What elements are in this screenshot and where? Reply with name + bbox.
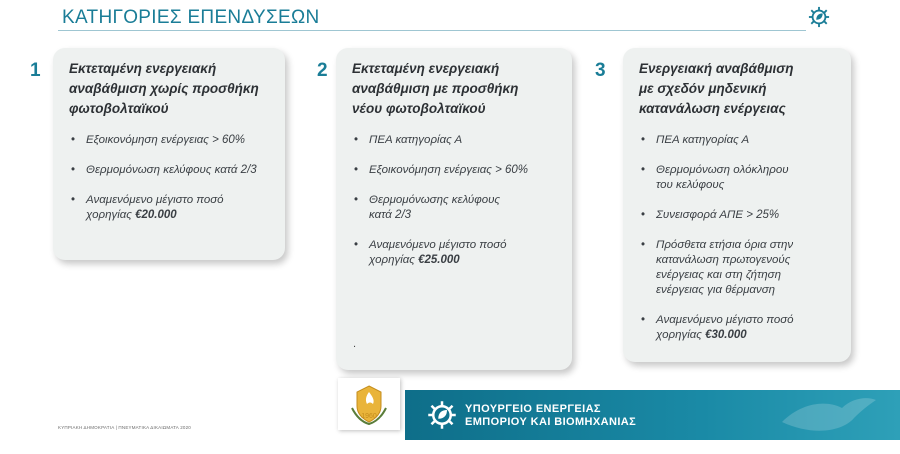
category-card-2 <box>336 48 572 370</box>
list-item: • ΠΕΑ κατηγορίας Α <box>352 133 558 148</box>
category-title: Εκτεταμένη ενεργειακή αναβάθμιση με προσθήκη νέου φωτοβολταϊκού <box>352 61 519 116</box>
cyprus-coat-of-arms <box>338 378 400 430</box>
grant-amount: €30.000 <box>705 329 747 341</box>
ministry-name: ΥΠΟΥΡΓΕΙΟ ΕΝΕΡΓΕΙΑΣ ΕΜΠΟΡΙΟΥ ΚΑΙ ΒΙΟΜΗΧΑΝΙΑΣ <box>465 403 637 428</box>
footer-copyright: ΚΥΠΡΙΑΚΗ ΔΗΜΟΚΡΑΤΙΑ | ΠΝΕΥΜΑΤΙΚΑ ΔΙΚΑΙΩΜΑΤΑ 2020 <box>58 425 192 430</box>
list-item: • Θερμομόνωση ολόκληρου του κελύφους <box>639 163 837 193</box>
list-item: • Εξοικονόμηση ενέργειας > 60% <box>69 133 271 148</box>
list-item: • Αναμενόμενο μέγιστο ποσό χορηγίας €20.000 <box>69 193 271 223</box>
list-item: • Αναμενόμενο μέγιστο ποσό χορηγίας €30.000 <box>639 313 837 343</box>
list-item: • Θερμομόνωση κελύφους κατά 2/3 <box>69 163 271 178</box>
gear-leaf-icon <box>427 400 457 430</box>
list-item: • ΠΕΑ κατηγορίας Α <box>639 133 837 148</box>
page-title: ΚΑΤΗΓΟΡΙΕΣ ΕΠΕΝΔΥΣΕΩΝ <box>62 7 320 28</box>
category-number-2: 2 <box>317 60 328 81</box>
list-item: • Πρόσθετα ετήσια όρια στην κατανάλωση πρωτογενούς ενέργειας και στη ζήτηση ενέργειας για θέρμανση <box>639 238 837 298</box>
list-item: • Θερμομόνωσης κελύφους κατά 2/3 <box>352 193 558 223</box>
category-number-3: 3 <box>595 60 606 81</box>
cyprus-coat-of-arms-icon <box>338 378 400 430</box>
list-item: • Αναμενόμενο μέγιστο ποσό χορηγίας €25.000 <box>352 238 558 268</box>
dove-watermark-icon <box>772 392 882 438</box>
grant-amount: €25.000 <box>418 254 460 266</box>
list-item: • Εξοικονόμηση ενέργειας > 60% <box>352 163 558 178</box>
gear-leaf-icon <box>808 6 830 28</box>
ministry-banner <box>405 390 900 440</box>
category-number-1: 1 <box>30 60 41 81</box>
list-item: • Συνεισφορά ΑΠΕ > 25% <box>639 208 837 223</box>
svg-text:1960: 1960 <box>361 413 377 420</box>
category-card-1 <box>53 48 285 260</box>
category-card-3 <box>623 48 851 362</box>
category-title: Εκτεταμένη ενεργειακή αναβάθμιση χωρίς προσθήκη φωτοβολταϊκού <box>69 61 259 116</box>
grant-amount: €20.000 <box>135 209 177 221</box>
category-title: Ενεργειακή αναβάθμιση με σχεδόν μηδενική κατανάλωση ενέργειας <box>639 61 794 116</box>
title-divider <box>58 30 806 31</box>
trailing-mark: . <box>353 338 357 350</box>
